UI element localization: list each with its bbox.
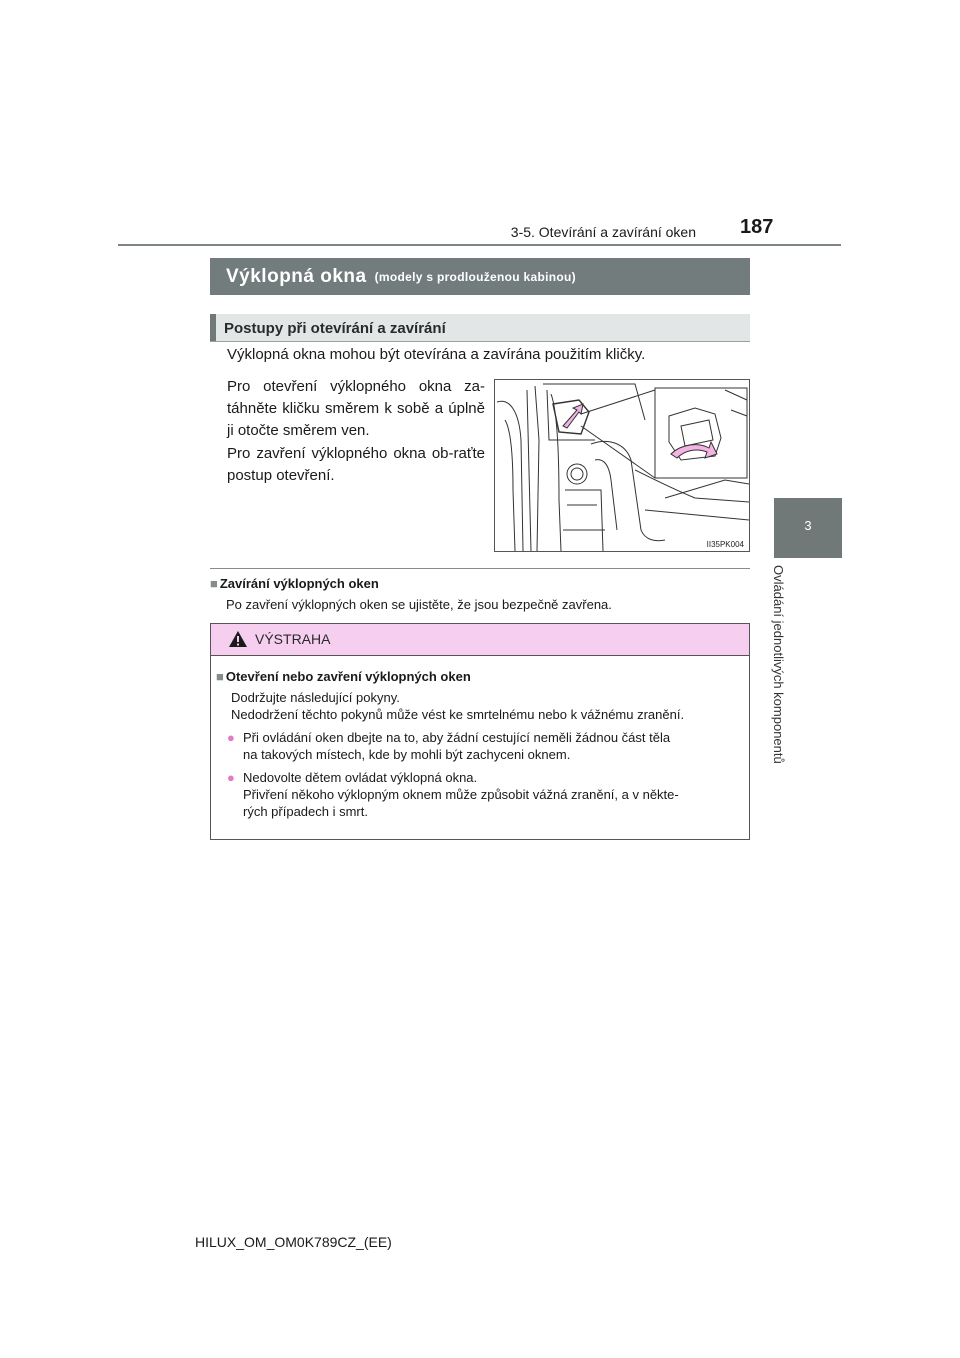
section-title: Výklopná okna bbox=[226, 265, 367, 287]
square-bullet-icon: ■ bbox=[216, 669, 224, 684]
warning-title-row bbox=[216, 669, 471, 684]
bullet-dot-icon: ● bbox=[227, 770, 235, 785]
close-instruction: Pro zavření výklopného okna ob-raťte postup otevření. bbox=[227, 445, 485, 484]
window-latch-illustration bbox=[494, 379, 750, 552]
page-number: 187 bbox=[740, 216, 774, 238]
note-heading bbox=[210, 576, 379, 591]
warning-title: Otevření nebo zavření výklopných oken bbox=[225, 669, 471, 684]
chapter-tab-number: 3 bbox=[804, 518, 812, 533]
subsection-rule bbox=[210, 341, 750, 342]
document-code-footer: HILUX_OM_OM0K789CZ_(EE) bbox=[195, 1234, 392, 1250]
warning-heading: VÝSTRAHA bbox=[255, 631, 331, 647]
warning-bullet1-line1: Při ovládání oken dbejte na to, aby žádní cestující neměli žádnou část těla bbox=[243, 730, 671, 745]
note-text: Po zavření výklopných oken se ujistěte, že jsou bezpečně zavřena. bbox=[226, 597, 612, 612]
warning-bullet1-line2: na takových místech, kde by mohli být zachyceni oknem. bbox=[243, 747, 571, 762]
running-header-section: 3-5. Otevírání a zavírání oken bbox=[510, 224, 696, 240]
subsection-title: Postupy při otevírání a zavírání bbox=[210, 314, 750, 342]
bullet-dot-icon: ● bbox=[227, 730, 235, 745]
warning-triangle-icon bbox=[228, 630, 248, 648]
chapter-side-label bbox=[771, 565, 804, 800]
warning-bullet2-line2: Přivření někoho výklopným oknem může způsobit vážná zranění, a v někte- bbox=[243, 787, 679, 802]
warning-bullet2-line1: Nedovolte dětem ovládat výklopná okna. bbox=[243, 770, 478, 785]
square-bullet-icon: ■ bbox=[210, 576, 218, 591]
note-divider bbox=[210, 568, 750, 569]
section-subtitle: (modely s prodlouženou kabinou) bbox=[374, 269, 576, 284]
illustration-drawing bbox=[495, 380, 749, 551]
note-title: Zavírání výklopných oken bbox=[219, 576, 379, 591]
intro-paragraph: Výklopná okna mohou být otevírána a zavírána použitím kličky. bbox=[227, 346, 646, 363]
warning-line-2: Nedodržení těchto pokynů může vést ke smrtelnému nebo k vážnému zranění. bbox=[231, 707, 685, 722]
warning-bullet2-line3: rých případech i smrt. bbox=[243, 804, 368, 819]
figure-code: II35PK004 bbox=[706, 540, 744, 549]
section-title-bar bbox=[210, 258, 750, 295]
warning-box bbox=[210, 623, 750, 840]
header-rule bbox=[118, 244, 841, 246]
warning-line-1: Dodržujte následující pokyny. bbox=[231, 690, 400, 705]
open-instruction: Pro otevření výklopného okna za-táhněte kličku směrem k sobě a úplně ji otočte směrem ven. bbox=[227, 378, 485, 439]
chapter-side-label-text: Ovládání jednotlivých komponentů bbox=[771, 565, 786, 764]
warning-header bbox=[211, 624, 749, 656]
